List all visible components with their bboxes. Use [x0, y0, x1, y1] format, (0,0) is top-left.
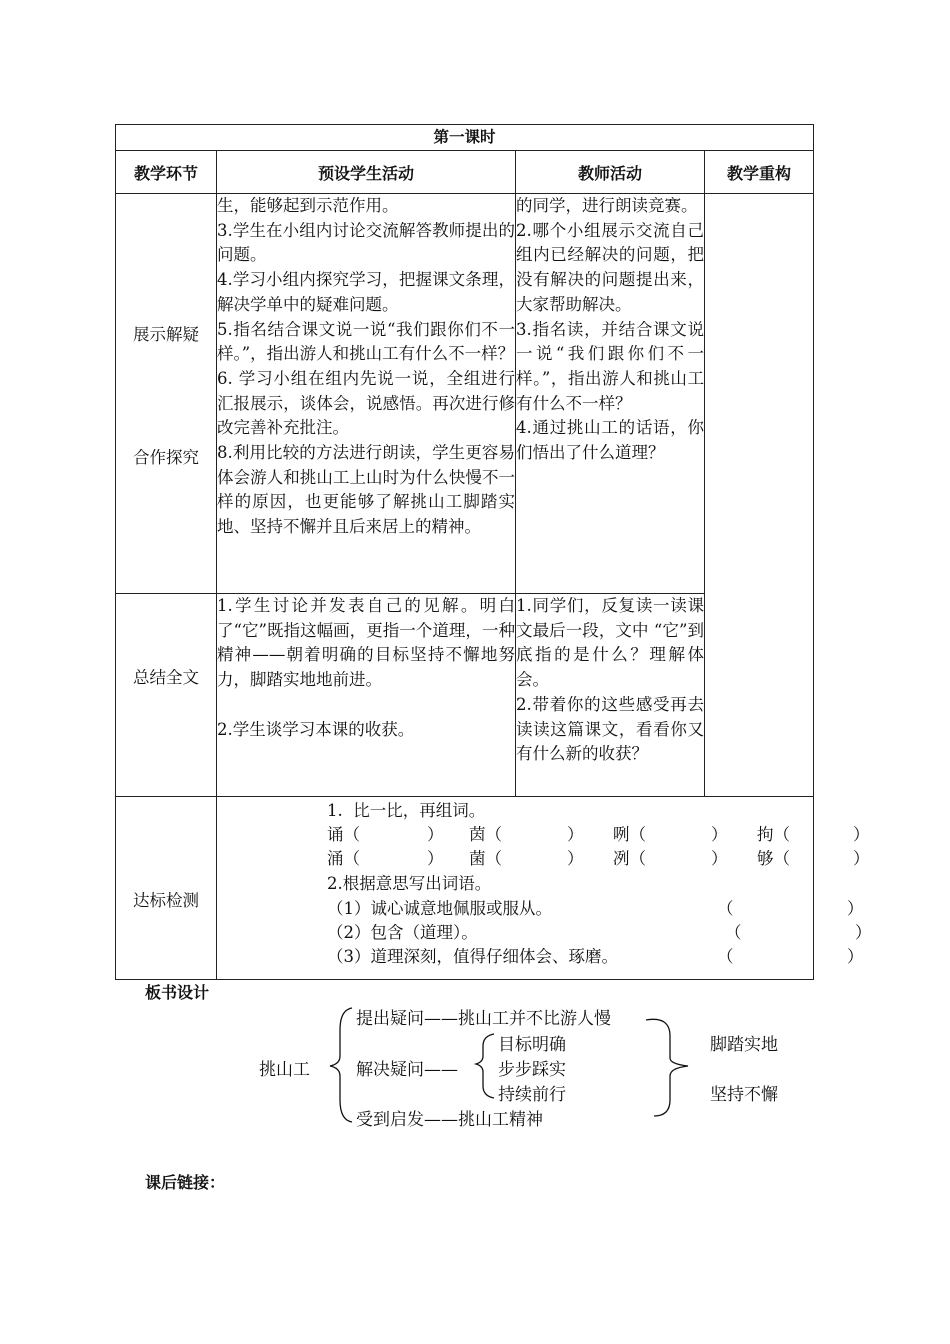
header-student-activity: 预设学生活动: [217, 151, 516, 194]
word-blank: ）: [567, 849, 584, 868]
paragraph: 3.指名读，并结合课文说一说“我们跟你们不一样。”，指出游人和挑山工有什么不一样？: [516, 319, 704, 413]
question-2-title: 2.根据意思写出词语。: [327, 874, 492, 893]
word-blank: 茵（: [469, 825, 502, 844]
stage-label-show: 展示解疑: [133, 325, 199, 344]
after-class-link-title: 课后链接：: [145, 1173, 226, 1192]
lesson-period-title: 第一课时: [116, 125, 814, 151]
word-blank: 冽（: [613, 849, 646, 868]
board-line-question: 提出疑问——挑山工并不比游人慢: [356, 1009, 611, 1029]
left-brace: [330, 1008, 352, 1122]
paragraph: 生，能够起到示范作用。: [217, 196, 399, 215]
word-blank: 涌（: [327, 849, 360, 868]
question-item: （1）诚心诚意地佩服或服从。: [327, 899, 552, 918]
question-item: （3）道理深刻，值得仔细体会、琢磨。: [327, 947, 618, 966]
word-blank: ）: [427, 825, 444, 844]
paragraph: 2.带着你的这些感受再去读读这篇课文，看看你又有什么新的收获？: [516, 694, 704, 764]
question-item: （2）包含（道理）。: [327, 923, 478, 942]
answer-close: ）: [847, 899, 864, 918]
paragraph: 2.哪个小组展示交流自己组内已经解决的问题，把没有解决的问题提出来，大家帮助解决。: [516, 220, 704, 314]
word-blank: ）: [853, 849, 870, 868]
stage-label-summary: 总结全文: [133, 668, 199, 687]
answer-close: ）: [855, 923, 872, 942]
paragraph: 6. 学习小组在组内先说一说，全组进行汇报展示，谈体会，说感悟。再次进行修改完善补充批注。: [217, 368, 515, 438]
word-blank: 菌（: [469, 849, 502, 868]
word-blank: 诵（: [327, 825, 360, 844]
board-line-solve: 解决疑问——: [356, 1060, 458, 1080]
stage-label-check: 达标检测: [133, 891, 199, 910]
word-blank: 拘（: [757, 825, 790, 844]
question-1-title: 1. 比一比，再组词。: [327, 801, 486, 820]
board-right-item: 坚持不懈: [710, 1085, 778, 1105]
header-stage: 教学环节: [116, 151, 217, 194]
word-blank: 够（: [757, 849, 790, 868]
board-right-item: 脚踏实地: [710, 1035, 778, 1055]
paragraph: 1.同学们，反复读一读课文最后一段，文中 “它”到底指的是什么？理解体会。: [516, 596, 704, 690]
word-blank: ）: [427, 849, 444, 868]
word-blank: ）: [711, 825, 728, 844]
board-design-title: 板书设计: [145, 983, 210, 1002]
answer-close: ）: [847, 947, 864, 966]
paragraph: 4.通过挑山工的话语，你们悟出了什么道理？: [516, 418, 704, 463]
board-sub-item: 步步踩实: [498, 1060, 566, 1080]
answer-open: （: [725, 923, 742, 942]
paragraph: 的同学，进行朗读竞赛。: [516, 196, 698, 215]
board-sub-item: 目标明确: [498, 1035, 566, 1055]
word-blank: ）: [567, 825, 584, 844]
paragraph: 3.学生在小组内讨论交流解答教师提出的问题。: [217, 220, 515, 265]
board-sub-item: 持续前行: [498, 1085, 566, 1105]
paragraph: 8.利用比较的方法进行朗读，学生更容易体会游人和挑山工上山时为什么快慢不一样的原因，也更能够了解挑山工脚踏实地、坚持不懈并且后来居上的精神。: [217, 443, 515, 537]
right-brace: [646, 1019, 688, 1116]
board-line-inspire: 受到启发——挑山工精神: [356, 1110, 543, 1130]
header-teacher-activity: 教师活动: [516, 151, 705, 194]
word-blank: ）: [711, 849, 728, 868]
stage-label-cooperate: 合作探究: [133, 448, 199, 467]
word-blank: ）: [853, 825, 870, 844]
paragraph: 4.学习小组内探究学习，把握课文条理，解决学单中的疑难问题。: [217, 270, 515, 314]
middle-brace: [476, 1034, 494, 1098]
paragraph: 1.学生讨论并发表自己的见解。明白了“它”既指这幅画，更指一个道理，一种精神——朝着明确的目标坚持不懈地努力，脚踏实地地前进。: [217, 596, 515, 690]
header-reconstruction: 教学重构: [705, 151, 814, 194]
answer-open: （: [717, 899, 734, 918]
board-root: 挑山工: [259, 1060, 310, 1080]
answer-open: （: [717, 947, 734, 966]
word-blank: 咧（: [613, 825, 646, 844]
paragraph: 2.学生谈学习本课的收获。: [217, 719, 415, 739]
paragraph: 5.指名结合课文说一说“我们跟你们不一样。”，指出游人和挑山工有什么不一样？: [217, 319, 515, 364]
